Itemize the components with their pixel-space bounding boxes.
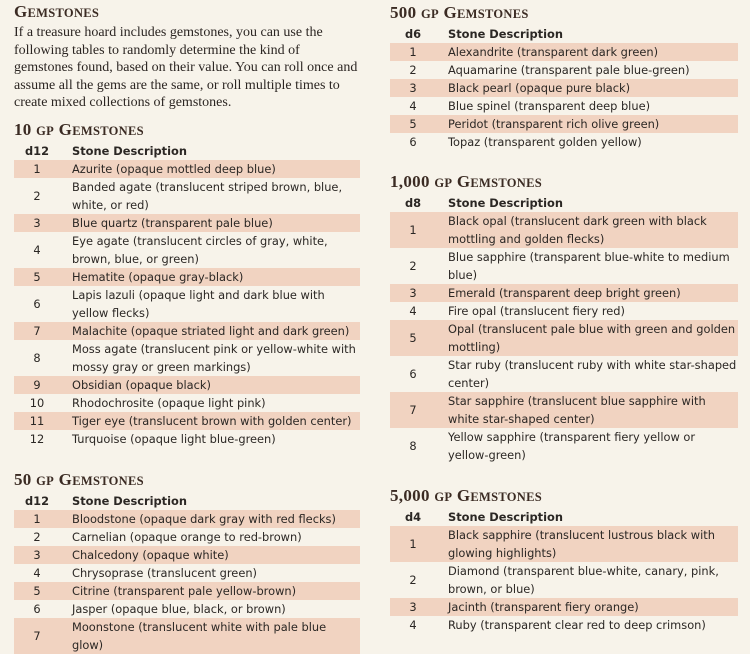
roll-number: 2: [409, 573, 417, 587]
table-row: [390, 133, 738, 151]
gemstone-table: [390, 25, 738, 151]
stone-description: Yellow sapphire (transparent fiery yellow or yellow-green): [448, 430, 696, 462]
description-column-header: Stone Description: [72, 494, 187, 508]
roll-number: 2: [33, 530, 41, 544]
roll-number: 5: [14, 582, 60, 600]
table-row: [390, 356, 738, 392]
roll-number: 6: [409, 135, 417, 149]
table-row: [390, 61, 738, 79]
description-column-header: Stone Description: [448, 27, 563, 41]
die-column-header: d12: [24, 144, 49, 158]
table-header-row: [390, 194, 738, 212]
roll-number: 4: [409, 99, 417, 113]
stone-description: Eye agate (translucent circles of gray, white, brown, blue, or green): [72, 234, 328, 266]
stone-description: Star sapphire (translucent blue sapphire with white star-shaped center): [436, 392, 738, 428]
table-row: [14, 510, 360, 528]
table-row: [390, 302, 738, 320]
table-row: [390, 526, 738, 562]
stone-description: Black opal (translucent dark green with black mottling and golden flecks): [436, 212, 738, 248]
stone-description: Carnelian (opaque orange to red-brown): [72, 530, 302, 544]
roll-number: 6: [409, 367, 417, 381]
roll-number: 4: [409, 618, 417, 632]
stone-description: Citrine (transparent pale yellow-brown): [60, 582, 360, 600]
roll-number: 2: [409, 259, 417, 273]
table-header-row: [390, 25, 738, 43]
table-10gp-section: [14, 120, 360, 448]
table-row: [390, 43, 738, 61]
roll-number: 3: [14, 546, 60, 564]
table-row: [14, 430, 360, 448]
roll-number: 8: [409, 439, 417, 453]
gemstone-table: [390, 508, 738, 634]
roll-number: 1: [390, 43, 436, 61]
table-500gp-section: [390, 3, 738, 151]
table-row: [14, 546, 360, 564]
table-header-row: [390, 508, 738, 526]
roll-number: 2: [33, 189, 41, 203]
roll-number: 8: [33, 351, 41, 365]
stone-description: Lapis lazuli (opaque light and dark blue with yellow flecks): [72, 288, 325, 320]
stone-description: Opal (translucent pale blue with green and golden mottling): [436, 320, 738, 356]
intro-paragraph: If a treasure hoard includes gemstones, you can use the following tables to randomly determine the kind of gemstones found, based on their value. You can roll once and assume all the gems are the same, or roll multiple times to create mixed collections of gemstones.: [14, 25, 358, 110]
description-column-header: Stone Description: [448, 510, 563, 524]
roll-number: 6: [33, 602, 41, 616]
stone-description: Azurite (opaque mottled deep blue): [60, 160, 360, 178]
table-row: [390, 115, 738, 133]
stone-description: Obsidian (opaque black): [60, 376, 360, 394]
table-row: [390, 320, 738, 356]
stone-description: Turquoise (opaque light blue-green): [72, 432, 276, 446]
stone-description: Tiger eye (translucent brown with golden center): [60, 412, 360, 430]
table-row: [14, 268, 360, 286]
stone-description: Chrysoprase (translucent green): [72, 566, 257, 580]
table-row: [390, 248, 738, 284]
table-header-row: [14, 142, 360, 160]
roll-number: 3: [14, 214, 60, 232]
roll-number: 4: [33, 566, 41, 580]
stone-description: Aquamarine (transparent pale blue-green): [448, 63, 690, 77]
stone-description: Banded agate (translucent striped brown, blue, white, or red): [72, 180, 343, 212]
table-row: [14, 394, 360, 412]
stone-description: Star ruby (translucent ruby with white star-shaped center): [448, 358, 737, 390]
table-row: [14, 564, 360, 582]
table-row: [14, 582, 360, 600]
stone-description: Topaz (transparent golden yellow): [448, 135, 642, 149]
roll-number: 5: [14, 268, 60, 286]
roll-number: 3: [390, 284, 436, 302]
roll-number: 9: [14, 376, 60, 394]
table-row: [14, 178, 360, 214]
table-heading: 1,000 GP GEMSTONES: [390, 172, 542, 191]
stone-description: Ruby (transparent clear red to deep crimson): [448, 618, 706, 632]
table-row: [14, 340, 360, 376]
table-header-row: [14, 492, 360, 510]
description-column-header: Stone Description: [72, 144, 187, 158]
stone-description: Malachite (opaque striated light and dark green): [60, 322, 360, 340]
roll-number: 11: [14, 412, 60, 430]
table-heading: 10 GP GEMSTONES: [14, 120, 144, 139]
stone-description: Bloodstone (opaque dark gray with red flecks): [60, 510, 360, 528]
roll-number: 4: [33, 243, 41, 257]
table-row: [14, 214, 360, 232]
roll-number: 7: [390, 392, 436, 428]
table-row: [14, 160, 360, 178]
table-row: [390, 562, 738, 598]
stone-description: Blue sapphire (transparent blue-white to medium blue): [448, 250, 730, 282]
roll-number: 7: [14, 322, 60, 340]
stone-description: Blue quartz (transparent pale blue): [60, 214, 360, 232]
stone-description: Moonstone (translucent white with pale blue glow): [60, 618, 360, 654]
stone-description: Emerald (transparent deep bright green): [436, 284, 738, 302]
table-heading: 50 GP GEMSTONES: [14, 470, 144, 489]
stone-description: Alexandrite (transparent dark green): [436, 43, 738, 61]
die-column-header: d8: [404, 196, 422, 210]
roll-number: 12: [29, 432, 45, 446]
description-column-header: Stone Description: [448, 196, 563, 210]
table-row: [390, 598, 738, 616]
stone-description: Moss agate (translucent pink or yellow-white with mossy gray or green markings): [72, 342, 356, 374]
table-row: [14, 600, 360, 618]
roll-number: 5: [390, 115, 436, 133]
roll-number: 1: [390, 212, 436, 248]
table-heading: 5,000 GP GEMSTONES: [390, 486, 542, 505]
table-row: [390, 97, 738, 115]
table-heading: 500 GP GEMSTONES: [390, 3, 529, 22]
roll-number: 2: [409, 63, 417, 77]
table-row: [14, 322, 360, 340]
stone-description: Black pearl (opaque pure black): [436, 79, 738, 97]
roll-number: 3: [390, 79, 436, 97]
roll-number: 7: [14, 618, 60, 654]
gemstone-table: [390, 194, 738, 464]
table-row: [14, 618, 360, 654]
roll-number: 6: [33, 297, 41, 311]
roll-number: 3: [390, 598, 436, 616]
table-row: [390, 392, 738, 428]
table-row: [14, 412, 360, 430]
stone-description: Hematite (opaque gray-black): [60, 268, 360, 286]
table-row: [390, 79, 738, 97]
table-row: [14, 286, 360, 322]
roll-number: 1: [14, 160, 60, 178]
stone-description: Fire opal (translucent fiery red): [448, 304, 625, 318]
gemstone-table: [14, 492, 360, 654]
die-column-header: d6: [404, 27, 422, 41]
table-50gp-section: [14, 470, 360, 654]
intro-heading: GEMSTONES: [14, 2, 100, 21]
stone-description: Jasper (opaque blue, black, or brown): [72, 602, 286, 616]
stone-description: Peridot (transparent rich olive green): [436, 115, 738, 133]
table-row: [14, 376, 360, 394]
roll-number: 1: [14, 510, 60, 528]
die-column-header: d4: [404, 510, 422, 524]
table-row: [14, 232, 360, 268]
stone-description: Blue spinel (transparent deep blue): [448, 99, 651, 113]
table-row: [390, 284, 738, 302]
table-row: [390, 428, 738, 464]
roll-number: 10: [29, 396, 45, 410]
stone-description: Black sapphire (translucent lustrous black with glowing highlights): [436, 526, 738, 562]
stone-description: Chalcedony (opaque white): [60, 546, 360, 564]
stone-description: Rhodochrosite (opaque light pink): [72, 396, 266, 410]
table-row: [390, 212, 738, 248]
roll-number: 4: [409, 304, 417, 318]
gemstone-table: [14, 142, 360, 448]
stone-description: Jacinth (transparent fiery orange): [436, 598, 738, 616]
table-1000gp-section: [390, 172, 738, 464]
roll-number: 1: [390, 526, 436, 562]
table-row: [14, 528, 360, 546]
intro-section: [14, 2, 360, 112]
die-column-header: d12: [24, 494, 49, 508]
stone-description: Diamond (transparent blue-white, canary, pink, brown, or blue): [448, 564, 719, 596]
table-5000gp-section: [390, 486, 738, 634]
roll-number: 5: [390, 320, 436, 356]
table-row: [390, 616, 738, 634]
